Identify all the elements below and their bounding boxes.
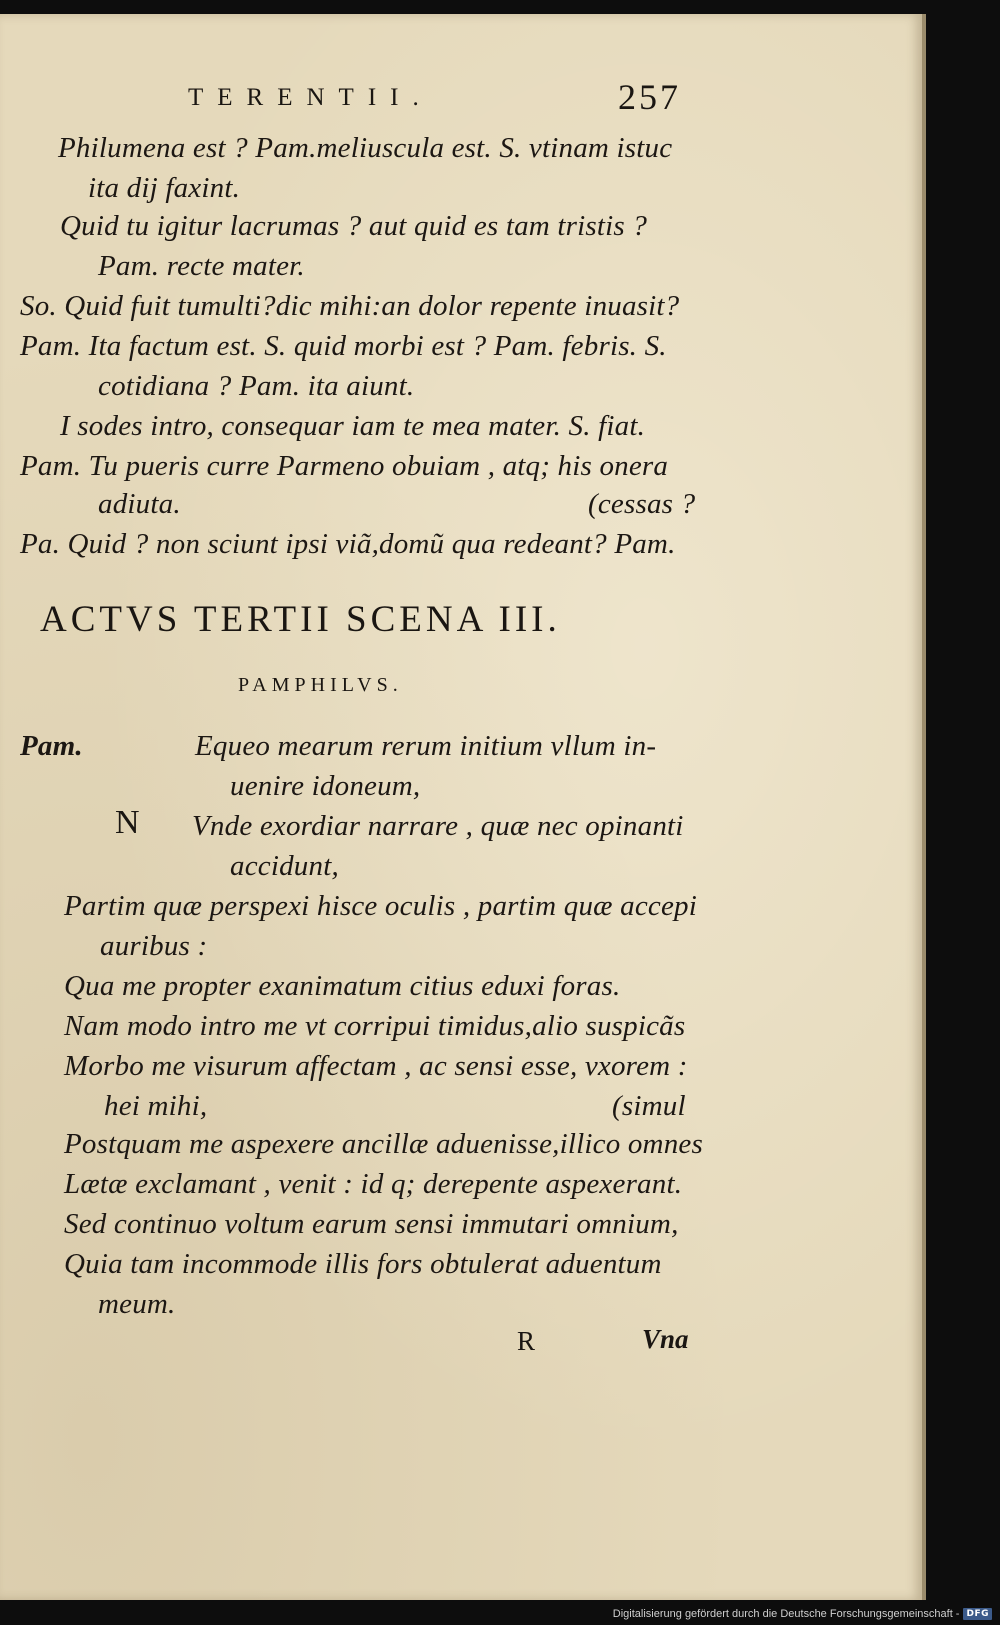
footer-credit: Digitalisierung gefördert durch die Deutsche Forschungsgemeinschaft - (612, 1608, 960, 1620)
drop-initial: N (115, 804, 140, 841)
signature-mark: R (517, 1326, 536, 1356)
digitization-footer (613, 1606, 992, 1622)
text-line: auribus : (100, 930, 208, 962)
catchword: Vna (642, 1324, 689, 1354)
text-line: Nam modo intro me vt corripui timidus,alio suspicãs (64, 1010, 686, 1042)
text-line: hei mihi, (104, 1090, 208, 1122)
text-line: Lætæ exclamant , venit : id q; derepente aspexerant. (64, 1168, 683, 1200)
text-line: meum. (98, 1288, 176, 1320)
text-line: uenire idoneum, (230, 770, 421, 802)
text-line: Postquam me aspexere ancillæ aduenisse,illico omnes (64, 1128, 703, 1160)
text-line: So. Quid fuit tumulti?dic mihi:an dolor repente inuasit? (20, 290, 680, 322)
text-line: ita dij faxint. (88, 172, 241, 204)
text-line: Equeo mearum rerum initium vllum in- (195, 730, 657, 762)
text-line: Pam. Tu pueris curre Parmeno obuiam , atq; his onera (20, 450, 669, 482)
text-line: (cessas ? (588, 488, 696, 520)
text-line: adiuta. (98, 488, 181, 520)
text-line: Quia tam incommode illis fors obtulerat aduentum (64, 1248, 662, 1280)
text-line: (simul (612, 1090, 686, 1122)
text-line: Pam. Ita factum est. S. quid morbi est ? Pam. febris. S. (20, 330, 667, 362)
dfg-logo-icon: DFG (963, 1608, 992, 1620)
speaker-label: Pam. (20, 730, 83, 762)
book-page (0, 14, 926, 1600)
text-line: Pa. Quid ? non sciunt ipsi viã,domũ qua redeant? Pam. (20, 528, 676, 560)
text-line: Pam. recte mater. (98, 250, 305, 282)
text-line: Qua me propter exanimatum citius eduxi foras. (64, 970, 621, 1002)
character-name: PAMPHILVS. (238, 674, 403, 696)
text-line: accidunt, (230, 850, 339, 882)
text-line: I sodes intro, consequar iam te mea mater. S. fiat. (60, 410, 646, 442)
text-line: Quid tu igitur lacrumas ? aut quid es tam tristis ? (60, 210, 648, 242)
scene-heading: ACTVS TERTII SCENA III. (40, 599, 561, 640)
text-line: Morbo me visurum affectam , ac sensi esse, vxorem : (64, 1050, 688, 1082)
text-line: Philumena est ? Pam.meliuscula est. S. vtinam istuc (58, 132, 673, 164)
text-line: cotidiana ? Pam. ita aiunt. (98, 370, 415, 402)
page-number: 257 (618, 77, 681, 117)
running-title: TERENTII. (188, 84, 433, 111)
text-line: Sed continuo voltum earum sensi immutari omnium, (64, 1208, 679, 1240)
text-line: Vnde exordiar narrare , quæ nec opinanti (192, 810, 684, 842)
text-line: Partim quæ perspexi hisce oculis , partim quæ accepi (64, 890, 698, 922)
